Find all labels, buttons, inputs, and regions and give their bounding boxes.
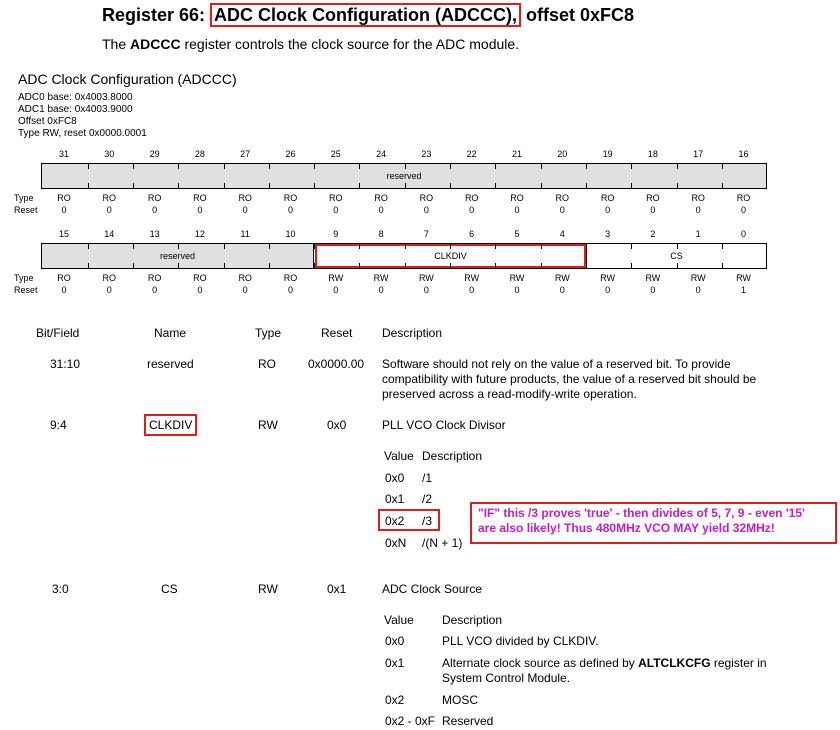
bit-number: 30 bbox=[104, 149, 115, 159]
bit-type: RO bbox=[147, 273, 162, 283]
bit-type: RO bbox=[57, 273, 71, 283]
bit-divider-tick bbox=[359, 164, 360, 169]
row-cs-reset: 0x1 bbox=[327, 582, 347, 596]
bit-reset: 0 bbox=[378, 205, 384, 215]
bit-number: 8 bbox=[378, 229, 384, 239]
bit-divider-tick bbox=[495, 263, 496, 268]
bit-type: RO bbox=[736, 193, 751, 203]
bit-reset: 0 bbox=[605, 205, 611, 215]
bit-reset: 0 bbox=[378, 285, 384, 295]
header-description: Description bbox=[382, 326, 443, 340]
bit-number: 17 bbox=[693, 149, 704, 159]
bit-number: 12 bbox=[194, 229, 205, 239]
register-intro: The ADCCC register controls the clock source for the ADC module. bbox=[102, 36, 520, 52]
bit-divider-tick bbox=[541, 244, 542, 249]
bit-divider-tick bbox=[541, 164, 542, 169]
lower-reserved-field: reserved bbox=[42, 244, 314, 268]
bit-divider-tick bbox=[677, 164, 678, 169]
bit-divider-tick bbox=[178, 244, 179, 249]
bit-number: 3 bbox=[605, 229, 611, 239]
bit-number: 31 bbox=[58, 149, 69, 159]
clkdiv-sub-header-value: Value bbox=[384, 449, 414, 463]
bit-reset: 0 bbox=[423, 205, 429, 215]
bit-number: 6 bbox=[469, 229, 475, 239]
bit-divider-tick bbox=[586, 244, 587, 249]
bit-divider-tick bbox=[133, 183, 134, 188]
bit-number: 24 bbox=[376, 149, 387, 159]
upper-reserved-field: reserved bbox=[386, 171, 422, 181]
bit-type: RO bbox=[147, 193, 162, 203]
bit-number: 4 bbox=[559, 229, 565, 239]
bit-divider-tick bbox=[224, 183, 225, 188]
meta-type-reset: Type RW, reset 0x0000.0001 bbox=[18, 128, 147, 139]
bit-reset: 0 bbox=[197, 205, 203, 215]
bit-reset: 0 bbox=[61, 285, 67, 295]
bit-divider-tick bbox=[88, 263, 89, 268]
bit-type: RO bbox=[464, 193, 479, 203]
bit-reset: 0 bbox=[559, 285, 565, 295]
bit-number: 21 bbox=[511, 149, 522, 159]
bit-number: 5 bbox=[514, 229, 520, 239]
bit-type: RW bbox=[373, 273, 389, 283]
bit-divider-tick bbox=[450, 164, 451, 169]
clkdiv-value: 0xN bbox=[385, 536, 407, 550]
row-reserved-bitfield: 31:10 bbox=[50, 357, 81, 371]
header-type: Type bbox=[255, 326, 282, 340]
row-cs-bitfield: 3:0 bbox=[52, 582, 69, 596]
bit-number: 14 bbox=[104, 229, 115, 239]
bit-divider-tick bbox=[88, 183, 89, 188]
bit-type: RW bbox=[328, 273, 344, 283]
register-diagram-title: ADC Clock Configuration (ADCCC) bbox=[18, 71, 237, 87]
cs-sub-header-value: Value bbox=[384, 613, 414, 627]
bit-divider-tick bbox=[722, 244, 723, 249]
bit-reset: 1 bbox=[740, 285, 746, 295]
row-cs-description: ADC Clock Source bbox=[382, 582, 483, 596]
bit-divider-tick bbox=[269, 164, 270, 169]
bit-type: RW bbox=[509, 273, 525, 283]
row-clkdiv-name: CLKDIV bbox=[144, 414, 197, 436]
title-highlight: ADC Clock Configuration (ADCCC), bbox=[210, 3, 521, 27]
bit-divider-tick bbox=[722, 164, 723, 169]
bit-reset: 0 bbox=[650, 285, 656, 295]
bit-divider-tick bbox=[495, 183, 496, 188]
bit-reset: 0 bbox=[152, 205, 158, 215]
bit-divider-tick bbox=[178, 164, 179, 169]
bit-divider-tick bbox=[359, 183, 360, 188]
bit-number: 25 bbox=[330, 149, 341, 159]
bit-type: RO bbox=[193, 273, 207, 283]
bit-number: 27 bbox=[240, 149, 251, 159]
lower-reset-label: Reset bbox=[14, 285, 38, 295]
row-clkdiv-type: RW bbox=[258, 418, 278, 432]
bit-divider-tick bbox=[677, 244, 678, 249]
bit-type: RO bbox=[600, 193, 615, 203]
bit-reset: 0 bbox=[423, 285, 429, 295]
meta-adc0-base: ADC0 base: 0x4003.8000 bbox=[18, 92, 133, 103]
clkdiv-value-description: /(N + 1) bbox=[422, 536, 463, 550]
bit-number: 15 bbox=[58, 229, 69, 239]
bit-divider-tick bbox=[269, 263, 270, 268]
bit-reset: 0 bbox=[514, 205, 520, 215]
bit-type: RO bbox=[238, 193, 252, 203]
bit-type: RO bbox=[57, 193, 71, 203]
bit-type: RO bbox=[691, 193, 705, 203]
bit-number: 11 bbox=[240, 229, 250, 239]
row-clkdiv-reset: 0x0 bbox=[327, 418, 347, 432]
bit-divider-tick bbox=[722, 263, 723, 268]
bit-reset: 0 bbox=[514, 285, 520, 295]
row-reserved-type: RO bbox=[258, 357, 276, 371]
bit-type: RW bbox=[464, 273, 480, 283]
bit-divider-tick bbox=[450, 244, 451, 249]
bit-divider-tick bbox=[224, 164, 225, 169]
bit-divider-tick bbox=[631, 244, 632, 249]
bit-divider-tick bbox=[405, 164, 406, 169]
bit-divider-tick bbox=[450, 183, 451, 188]
cs-value: 0x0 bbox=[385, 634, 405, 648]
bit-type: RW bbox=[600, 273, 616, 283]
bit-divider-tick bbox=[133, 164, 134, 169]
bit-number: 19 bbox=[602, 149, 613, 159]
row-clkdiv-description: PLL VCO Clock Divisor bbox=[382, 418, 506, 432]
bit-number: 20 bbox=[557, 149, 568, 159]
bit-divider-tick bbox=[631, 263, 632, 268]
bit-divider-tick bbox=[314, 183, 315, 188]
meta-adc1-base: ADC1 base: 0x4003.9000 bbox=[18, 104, 133, 115]
cs-value: 0x2 - 0xF bbox=[385, 714, 436, 728]
cs-value-description: Reserved bbox=[442, 714, 494, 728]
bit-reset: 0 bbox=[61, 205, 67, 215]
bit-divider-tick bbox=[586, 263, 587, 268]
bit-reset: 0 bbox=[469, 205, 475, 215]
bit-number: 22 bbox=[466, 149, 477, 159]
bit-number: 10 bbox=[285, 229, 296, 239]
bit-number: 0 bbox=[740, 229, 746, 239]
bit-divider-tick bbox=[133, 244, 134, 249]
bit-type: RW bbox=[418, 273, 434, 283]
bit-divider-tick bbox=[677, 263, 678, 268]
annotation-note: "IF" this /3 proves 'true' - then divides of 5, 7, 9 - even '15' are also likely! Thus 480MHz VCO MAY yield 32MHz! bbox=[470, 502, 837, 544]
bit-reset: 0 bbox=[695, 205, 701, 215]
bit-number: 23 bbox=[421, 149, 432, 159]
bit-reset: 0 bbox=[242, 285, 248, 295]
cs-value: 0x2 bbox=[385, 693, 405, 707]
cs-value-description: Alternate clock source as defined by ALTCLKCFG register in System Control Module. bbox=[442, 656, 767, 685]
bit-reset: 0 bbox=[650, 205, 656, 215]
cs-value-description: PLL VCO divided by CLKDIV. bbox=[442, 634, 599, 648]
lower-register-bar bbox=[41, 243, 767, 269]
row-reserved-description: Software should not rely on the value of a reserved bit. To provide compatibility with future products, the value of a reserved bit should be preserved across a read-modify-write operation. bbox=[382, 357, 757, 401]
row-cs-type: RW bbox=[258, 582, 278, 596]
bit-divider-tick bbox=[405, 263, 406, 268]
bit-reset: 0 bbox=[333, 205, 339, 215]
bit-number: 28 bbox=[194, 149, 205, 159]
bit-divider-tick bbox=[677, 183, 678, 188]
bit-reset: 0 bbox=[106, 285, 112, 295]
bit-divider-tick bbox=[224, 244, 225, 249]
row-reserved-name: reserved bbox=[147, 357, 194, 371]
bit-divider-tick bbox=[88, 164, 89, 169]
clkdiv-sub-header-description: Description bbox=[422, 449, 483, 463]
bit-divider-tick bbox=[405, 183, 406, 188]
bit-divider-tick bbox=[586, 183, 587, 188]
clkdiv-value-description: /1 bbox=[422, 471, 433, 485]
bit-reset: 0 bbox=[559, 205, 565, 215]
bit-divider-tick bbox=[541, 263, 542, 268]
upper-reset-label: Reset bbox=[14, 205, 38, 215]
row-cs-name: CS bbox=[161, 582, 178, 596]
bit-divider-tick bbox=[88, 244, 89, 249]
bit-divider-tick bbox=[314, 263, 315, 268]
bit-type: RO bbox=[510, 193, 524, 203]
clkdiv-value-description: /2 bbox=[422, 492, 433, 506]
bit-type: RO bbox=[329, 193, 343, 203]
row-reserved-reset: 0x0000.00 bbox=[308, 357, 365, 371]
bit-type: RW bbox=[645, 273, 661, 283]
bit-type: RW bbox=[690, 273, 706, 283]
bit-reset: 0 bbox=[695, 285, 701, 295]
bit-reset: 0 bbox=[740, 205, 746, 215]
bit-reset: 0 bbox=[197, 285, 203, 295]
bit-reset: 0 bbox=[152, 285, 158, 295]
bit-divider-tick bbox=[359, 263, 360, 268]
bit-number: 26 bbox=[285, 149, 296, 159]
bit-number: 18 bbox=[647, 149, 658, 159]
bit-number: 1 bbox=[695, 229, 701, 239]
bit-divider-tick bbox=[178, 183, 179, 188]
bit-reset: 0 bbox=[287, 205, 293, 215]
bit-type: RO bbox=[555, 193, 570, 203]
bit-number: 16 bbox=[738, 149, 749, 159]
clkdiv-value: 0x2 bbox=[385, 514, 405, 528]
bit-type: RO bbox=[193, 193, 207, 203]
bit-divider-tick bbox=[314, 164, 315, 169]
bit-reset: 0 bbox=[333, 285, 339, 295]
bit-type: RO bbox=[283, 193, 298, 203]
register-title: Register 66: ADC Clock Configuration (ADCCC), offset 0xFC8 bbox=[102, 5, 635, 25]
clkdiv-value: 0x0 bbox=[385, 471, 405, 485]
bit-divider-tick bbox=[586, 164, 587, 169]
bit-divider-tick bbox=[541, 183, 542, 188]
bit-type: RW bbox=[736, 273, 751, 283]
bit-divider-tick bbox=[269, 244, 270, 249]
bit-divider-tick bbox=[359, 244, 360, 249]
cs-value-description: MOSC bbox=[442, 693, 478, 707]
cs-value: 0x1 bbox=[385, 656, 405, 670]
cs-field: CS bbox=[586, 244, 766, 268]
bit-type: RO bbox=[283, 273, 298, 283]
bit-number: 13 bbox=[149, 229, 160, 239]
bit-type: RO bbox=[374, 193, 388, 203]
bit-divider-tick bbox=[133, 263, 134, 268]
clkdiv-field: CLKDIV bbox=[315, 244, 586, 268]
bit-number: 9 bbox=[333, 229, 339, 239]
bit-number: 29 bbox=[149, 149, 160, 159]
bit-reset: 0 bbox=[106, 205, 112, 215]
bit-reset: 0 bbox=[242, 205, 248, 215]
header-bitfield: Bit/Field bbox=[36, 326, 80, 340]
bit-reset: 0 bbox=[605, 285, 611, 295]
bit-divider-tick bbox=[314, 244, 315, 249]
bit-divider-tick bbox=[178, 263, 179, 268]
upper-register-bar bbox=[41, 163, 767, 189]
bit-divider-tick bbox=[722, 183, 723, 188]
bit-reset: 0 bbox=[287, 285, 293, 295]
bit-type: RO bbox=[102, 193, 117, 203]
bit-divider-tick bbox=[405, 244, 406, 249]
bit-divider-tick bbox=[495, 244, 496, 249]
clkdiv-value: 0x1 bbox=[385, 492, 405, 506]
bit-divider-tick bbox=[450, 263, 451, 268]
bit-type: RW bbox=[554, 273, 570, 283]
cs-sub-header-description: Description bbox=[442, 613, 503, 627]
lower-type-label: Type bbox=[14, 273, 34, 283]
bit-divider-tick bbox=[224, 263, 225, 268]
bit-type: RO bbox=[419, 193, 434, 203]
clkdiv-value-description: /3 bbox=[422, 514, 433, 528]
row-clkdiv-bitfield: 9:4 bbox=[50, 418, 67, 432]
bit-divider-tick bbox=[631, 164, 632, 169]
bit-reset: 0 bbox=[469, 285, 475, 295]
upper-type-label: Type bbox=[14, 193, 34, 203]
bit-type: RO bbox=[238, 273, 252, 283]
bit-number: 2 bbox=[650, 229, 656, 239]
bit-type: RO bbox=[102, 273, 117, 283]
bit-divider-tick bbox=[631, 183, 632, 188]
header-reset: Reset bbox=[321, 326, 353, 340]
bit-divider-tick bbox=[495, 164, 496, 169]
header-name: Name bbox=[154, 326, 187, 340]
bit-divider-tick bbox=[269, 183, 270, 188]
bit-number: 7 bbox=[423, 229, 429, 239]
meta-offset: Offset 0xFC8 bbox=[18, 116, 77, 127]
bit-type: RO bbox=[646, 193, 660, 203]
